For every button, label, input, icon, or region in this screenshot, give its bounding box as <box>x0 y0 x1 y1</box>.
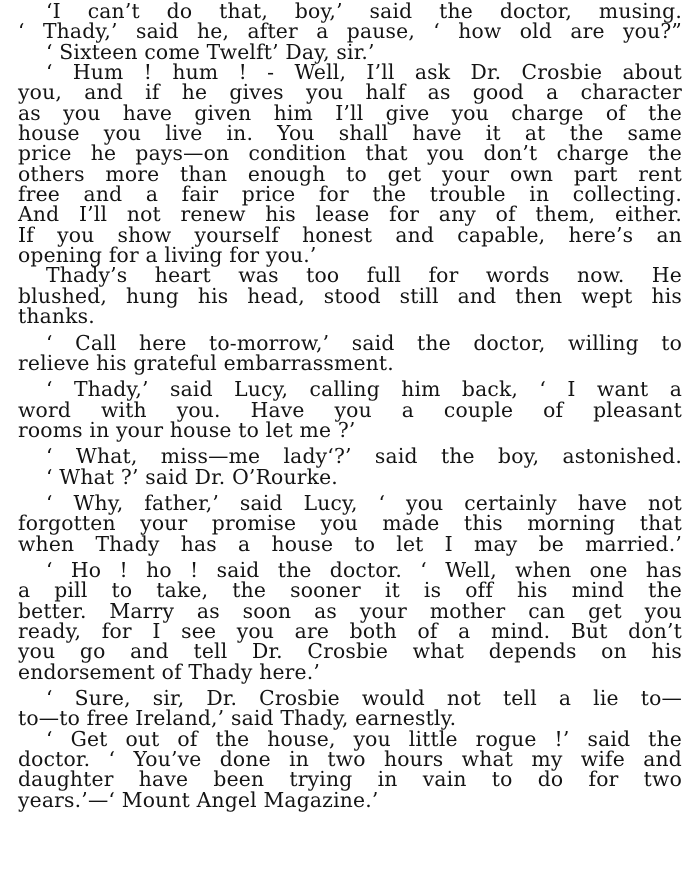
article-line: ‘ Ho ! ho ! said the doctor. ‘ Well, when one has <box>46 557 682 582</box>
article-line: ‘ What ?’ said Dr. O’Rourke. <box>46 464 338 489</box>
article-line: rooms in your house to let me ?’ <box>18 417 356 442</box>
article-line: opening for a living for you.’ <box>18 243 317 268</box>
article-line: Thady’s heart was too full for words now. He <box>46 263 682 288</box>
article-line: word with you. Have you a couple of pleasant <box>18 397 682 422</box>
article-line: ‘I can’t do that, boy,’ said the doctor, musing. <box>46 0 682 23</box>
article-line: ‘ Get out of the house, you little rogue !’ said the <box>46 726 682 751</box>
article-column <box>18 1 682 810</box>
article-line: relieve his grateful embarrassment. <box>18 350 394 375</box>
article-line: as you have given him I’ll give you charge of the <box>18 100 682 125</box>
article-line: others more than enough to get your own part rent <box>18 161 682 186</box>
article-line: ‘ Thady,’ said he, after a pause, ‘ how old are you?” <box>18 19 682 44</box>
article-line: ‘ Hum ! hum ! - Well, I’ll ask Dr. Crosbie about <box>46 60 682 85</box>
article-line: house you live in. You shall have it at the same <box>18 121 682 146</box>
article-line: thanks. <box>18 304 95 329</box>
article-line: daughter have been trying in vain to do for two <box>18 767 682 792</box>
article-line: better. Marry as soon as your mother can get you <box>18 598 682 623</box>
article-line: ‘ Sure, sir, Dr. Crosbie would not tell a lie to— <box>46 686 682 710</box>
article-line: forgotten your promise you made this morning that <box>18 511 682 536</box>
article-line: doctor. ‘ You’ve done in two hours what my wife and <box>18 747 682 772</box>
article-line: And I’ll not renew his lease for any of them, either. <box>18 202 682 227</box>
article-line: to—to free Ireland,’ said Thady, earnestly. <box>18 706 457 731</box>
article-line: ready, for I see you are both of a mind. But don’t <box>18 618 682 643</box>
article-line: blushed, hung his head, stood still and then wept his <box>18 283 682 308</box>
article-line: ‘ Thady,’ said Lucy, calling him back, ‘ I want a <box>46 377 682 402</box>
article-line: free and a fair price for the trouble in collecting. <box>18 182 682 207</box>
article-line: If you show yourself honest and capable, here’s an <box>18 222 682 247</box>
article-line: years.’—‘ Mount Angel Magazine.’ <box>18 787 379 812</box>
article-line: ‘ Why, father,’ said Lucy, ‘ you certainly have not <box>46 490 682 515</box>
article-line: ‘ What, miss—me lady‘?’ said the boy, astonished. <box>46 444 682 469</box>
article-line: you go and tell Dr. Crosbie what depends on his <box>18 639 682 664</box>
article-line: you, and if he gives you half as good a character <box>18 80 682 105</box>
article-line: endorsement of Thady here.’ <box>18 659 321 684</box>
article-line: ‘ Sixteen come Twelft’ Day, sir.’ <box>46 39 375 64</box>
article-line: when Thady has a house to let I may be married.’ <box>18 531 682 556</box>
article-line: ‘ Call here to-morrow,’ said the doctor, willing to <box>46 330 682 355</box>
article-line: a pill to take, the sooner it is off his mind the <box>18 578 682 603</box>
article-line: price he pays—on condition that you don’t charge the <box>18 141 682 166</box>
